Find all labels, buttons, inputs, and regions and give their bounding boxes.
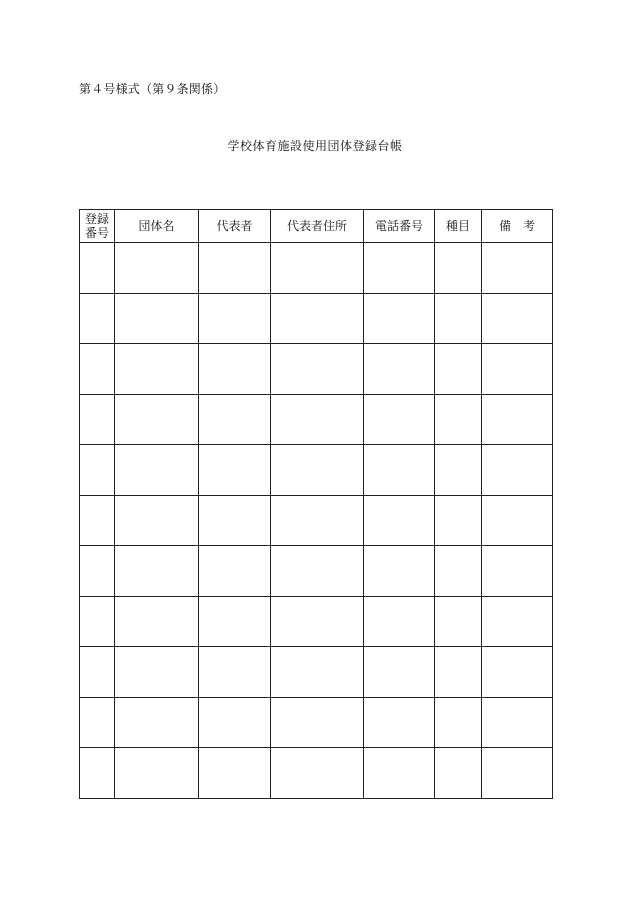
cell-type[interactable] — [435, 748, 482, 799]
table-row — [80, 445, 553, 496]
cell-group-name[interactable] — [115, 596, 199, 647]
cell-type[interactable] — [435, 697, 482, 748]
cell-reg-no[interactable] — [80, 344, 115, 395]
cell-representative[interactable] — [199, 647, 271, 698]
table-row — [80, 243, 553, 294]
cell-group-name[interactable] — [115, 344, 199, 395]
cell-representative[interactable] — [199, 445, 271, 496]
cell-reg-no[interactable] — [80, 596, 115, 647]
cell-phone[interactable] — [364, 697, 435, 748]
cell-phone[interactable] — [364, 293, 435, 344]
table-row — [80, 546, 553, 597]
cell-remarks[interactable] — [482, 293, 553, 344]
cell-reg-no[interactable] — [80, 243, 115, 294]
form-number: 第４号様式（第９条関係） — [79, 82, 226, 96]
cell-reg-no[interactable] — [80, 293, 115, 344]
cell-remarks[interactable] — [482, 243, 553, 294]
header-phone-number: 電話番号 — [364, 210, 435, 243]
cell-remarks[interactable] — [482, 394, 553, 445]
cell-group-name[interactable] — [115, 546, 199, 597]
cell-group-name[interactable] — [115, 697, 199, 748]
header-row — [80, 210, 553, 243]
cell-reg-no[interactable] — [80, 495, 115, 546]
cell-rep-address[interactable] — [271, 748, 364, 799]
cell-representative[interactable] — [199, 344, 271, 395]
cell-type[interactable] — [435, 445, 482, 496]
cell-group-name[interactable] — [115, 748, 199, 799]
cell-reg-no[interactable] — [80, 697, 115, 748]
cell-type[interactable] — [435, 596, 482, 647]
table-row — [80, 293, 553, 344]
cell-rep-address[interactable] — [271, 495, 364, 546]
cell-group-name[interactable] — [115, 293, 199, 344]
cell-phone[interactable] — [364, 394, 435, 445]
cell-representative[interactable] — [199, 748, 271, 799]
header-group-name: 団体名 — [115, 210, 199, 243]
header-registration-number — [80, 210, 115, 243]
cell-type[interactable] — [435, 344, 482, 395]
table-row — [80, 344, 553, 395]
cell-reg-no[interactable] — [80, 748, 115, 799]
cell-rep-address[interactable] — [271, 344, 364, 395]
cell-representative[interactable] — [199, 394, 271, 445]
cell-rep-address[interactable] — [271, 647, 364, 698]
cell-reg-no[interactable] — [80, 546, 115, 597]
cell-group-name[interactable] — [115, 445, 199, 496]
document-title: 学校体育施設使用団体登録台帳 — [227, 139, 403, 153]
table-row — [80, 748, 553, 799]
cell-representative[interactable] — [199, 697, 271, 748]
cell-phone[interactable] — [364, 243, 435, 294]
cell-group-name[interactable] — [115, 394, 199, 445]
cell-type[interactable] — [435, 495, 482, 546]
cell-representative[interactable] — [199, 596, 271, 647]
cell-group-name[interactable] — [115, 495, 199, 546]
header-remarks-label: 備考 — [498, 219, 547, 233]
header-representative: 代表者 — [199, 210, 271, 243]
cell-type[interactable] — [435, 647, 482, 698]
cell-remarks[interactable] — [482, 546, 553, 597]
cell-remarks[interactable] — [482, 647, 553, 698]
cell-reg-no[interactable] — [80, 394, 115, 445]
cell-type[interactable] — [435, 243, 482, 294]
cell-phone[interactable] — [364, 596, 435, 647]
header-registration-number-line1: 登録 — [84, 212, 109, 226]
cell-type[interactable] — [435, 293, 482, 344]
cell-remarks[interactable] — [482, 596, 553, 647]
cell-remarks[interactable] — [482, 344, 553, 395]
cell-phone[interactable] — [364, 344, 435, 395]
table-body — [80, 243, 553, 799]
cell-representative[interactable] — [199, 546, 271, 597]
cell-phone[interactable] — [364, 546, 435, 597]
cell-remarks[interactable] — [482, 697, 553, 748]
cell-rep-address[interactable] — [271, 445, 364, 496]
cell-remarks[interactable] — [482, 495, 553, 546]
cell-reg-no[interactable] — [80, 647, 115, 698]
cell-phone[interactable] — [364, 445, 435, 496]
header-representative-address: 代表者住所 — [271, 210, 364, 243]
cell-phone[interactable] — [364, 748, 435, 799]
header-remarks — [482, 210, 553, 243]
cell-representative[interactable] — [199, 495, 271, 546]
cell-representative[interactable] — [199, 293, 271, 344]
cell-phone[interactable] — [364, 647, 435, 698]
header-event-type: 種目 — [435, 210, 482, 243]
cell-group-name[interactable] — [115, 243, 199, 294]
cell-representative[interactable] — [199, 243, 271, 294]
cell-rep-address[interactable] — [271, 394, 364, 445]
cell-rep-address[interactable] — [271, 697, 364, 748]
table-row — [80, 394, 553, 445]
table-row — [80, 495, 553, 546]
table-row — [80, 596, 553, 647]
cell-remarks[interactable] — [482, 445, 553, 496]
cell-remarks[interactable] — [482, 748, 553, 799]
cell-type[interactable] — [435, 546, 482, 597]
cell-phone[interactable] — [364, 495, 435, 546]
cell-type[interactable] — [435, 394, 482, 445]
cell-reg-no[interactable] — [80, 445, 115, 496]
table-header — [80, 210, 553, 243]
table-row — [80, 647, 553, 698]
header-registration-number-line2: 番号 — [84, 226, 109, 240]
cell-rep-address[interactable] — [271, 546, 364, 597]
cell-group-name[interactable] — [115, 647, 199, 698]
cell-rep-address[interactable] — [271, 243, 364, 294]
cell-rep-address[interactable] — [271, 596, 364, 647]
registration-table — [79, 209, 553, 799]
table-row — [80, 697, 553, 748]
cell-rep-address[interactable] — [271, 293, 364, 344]
